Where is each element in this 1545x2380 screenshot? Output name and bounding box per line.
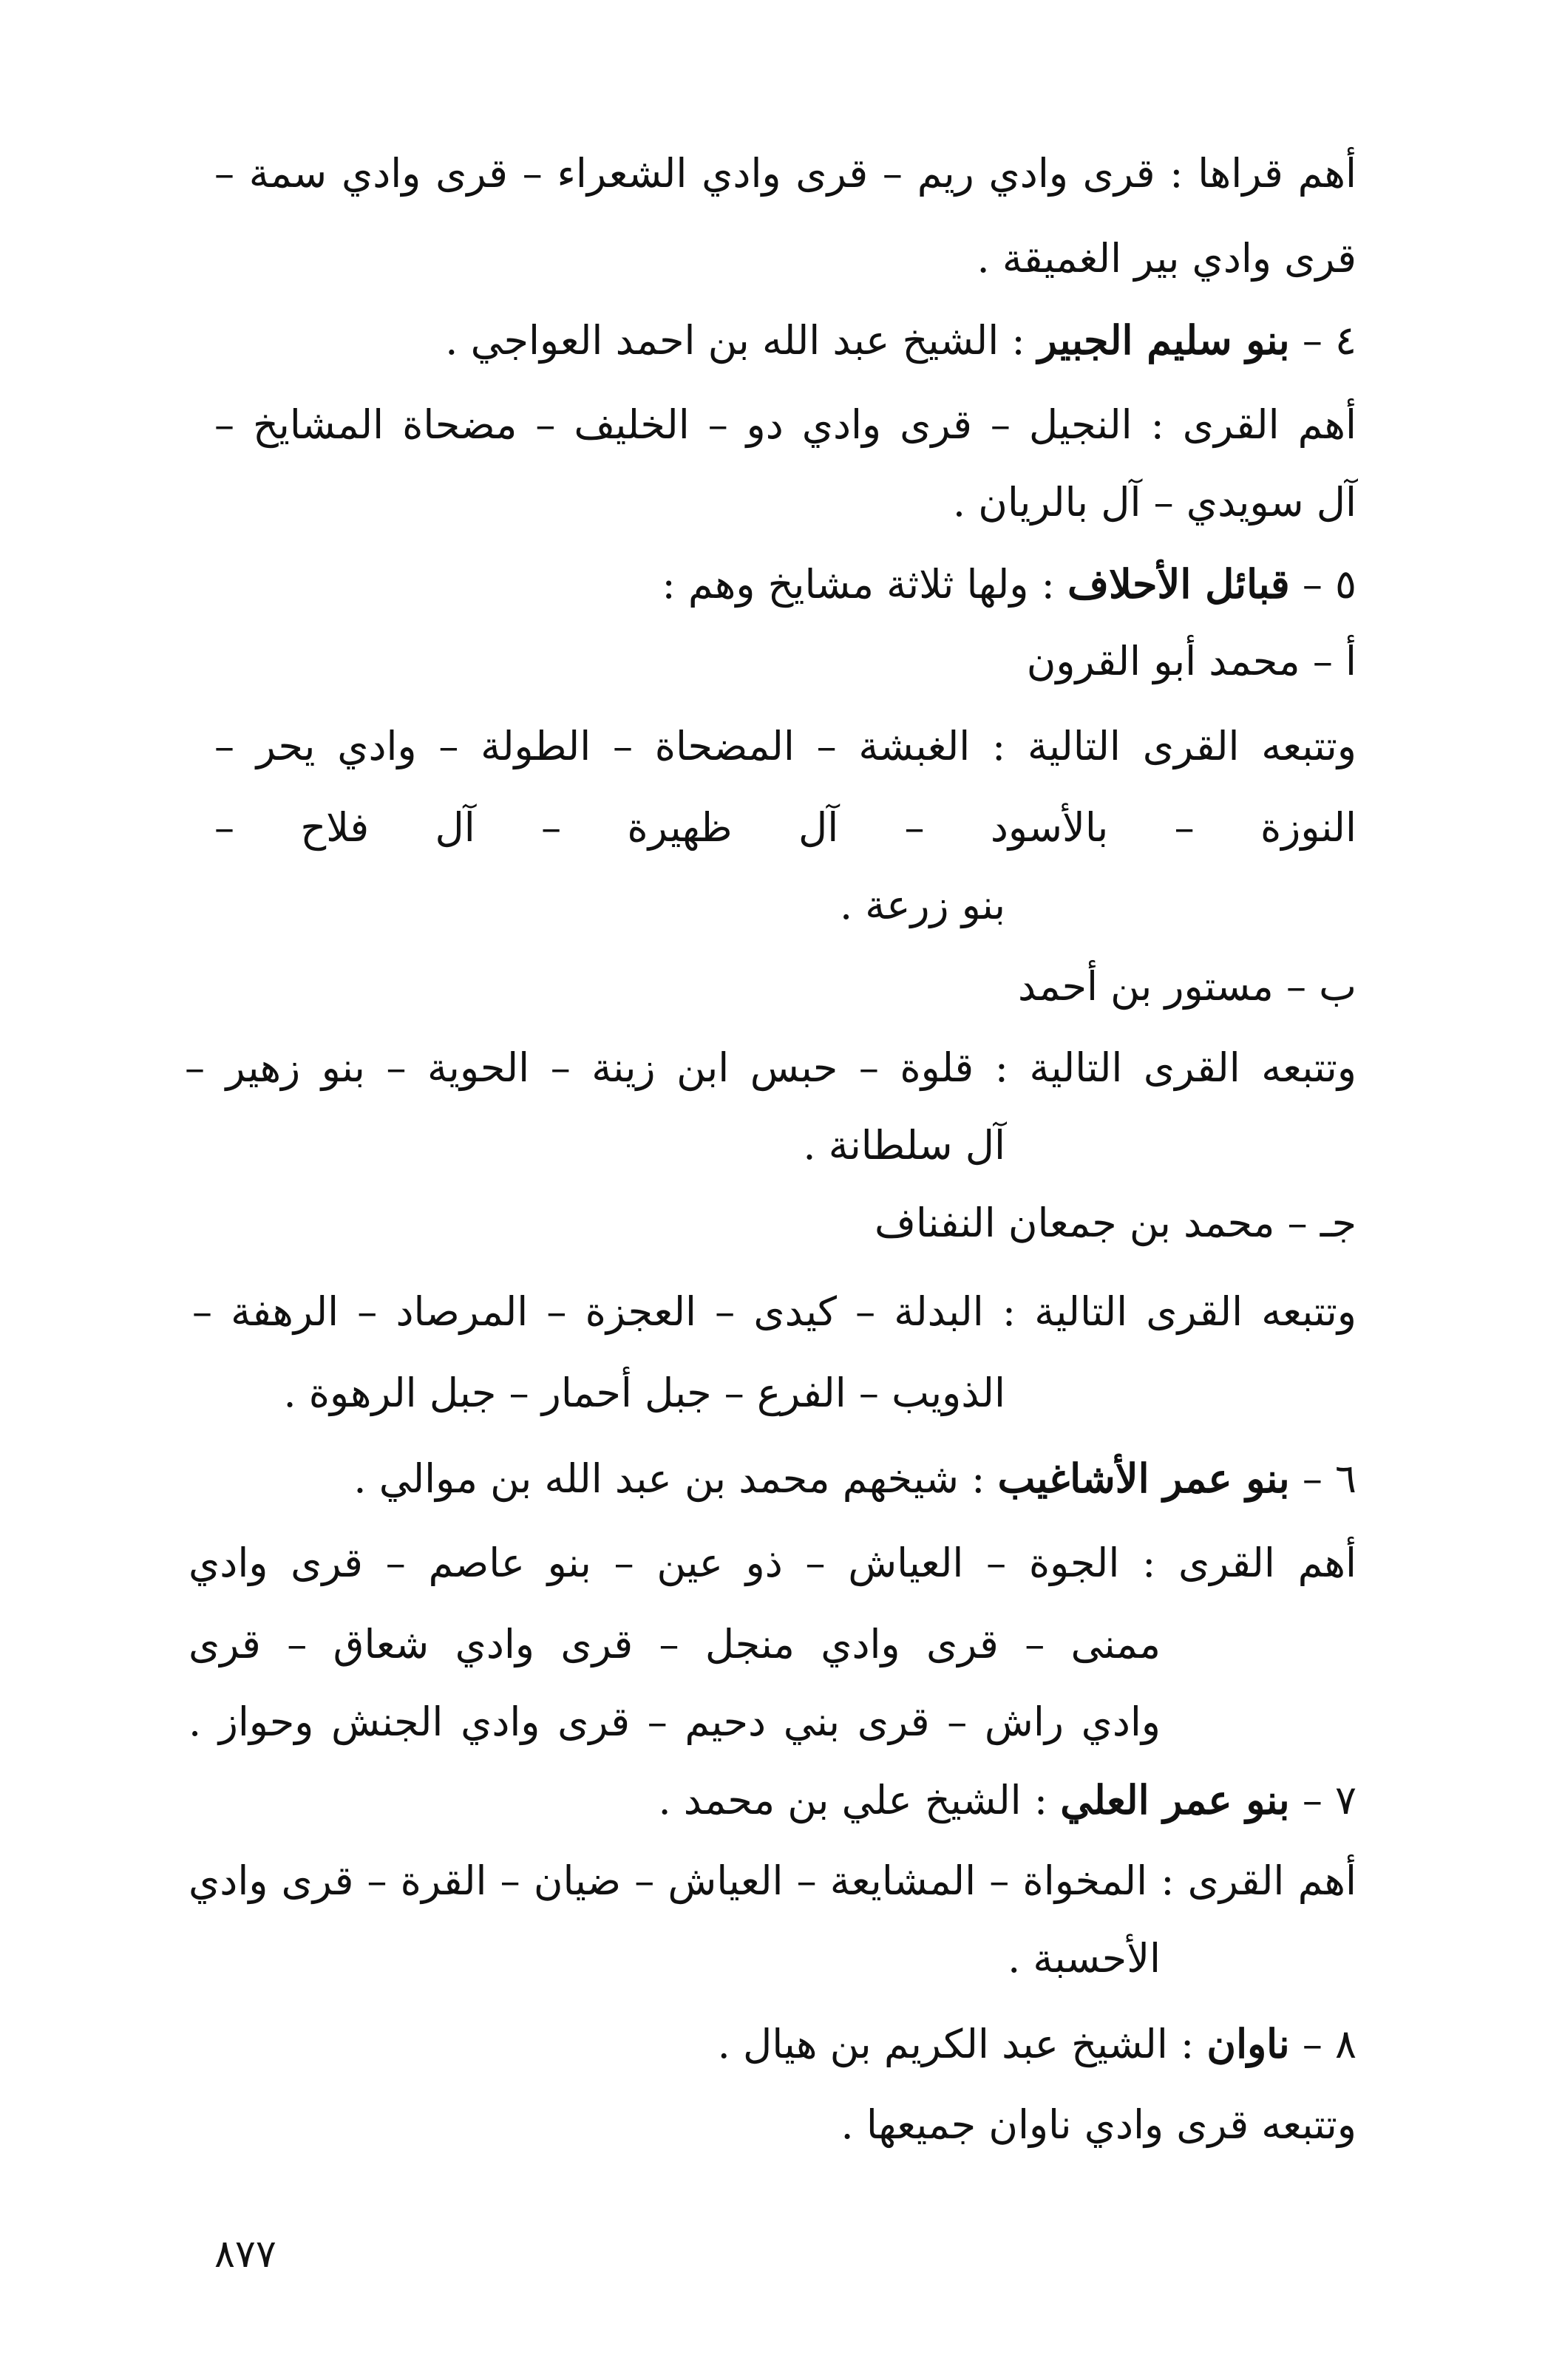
text-line: وتتبعه قرى وادي ناوان جميعها . (841, 2101, 1356, 2148)
text-line: وتتبعه القرى التالية : الغبشة – المضحاة – الطولة – وادي يحر – (214, 723, 1356, 769)
heading-number: ٨ – (1302, 2021, 1356, 2067)
heading-number: ٦ – (1302, 1455, 1356, 1502)
text-line: أهم القرى : النجيل – قرى وادي دو – الخليف – مضحاة المشايخ – (214, 401, 1356, 448)
text-line: جـ – محمد بن جمعان النفناف (874, 1200, 1356, 1246)
text-line: الذويب – الفرع – جبل أحمار – جبل الرهوة . (283, 1370, 1005, 1416)
text-line: آل سلطانة . (803, 1122, 1005, 1169)
text-line: بنو زرعة . (839, 882, 1005, 928)
text-line: أ – محمد أبو القرون (1026, 638, 1356, 684)
text-line: النوزة – بالأسود – آل ظهيرة – آل فلاح – (214, 804, 1356, 851)
heading-name: بنو عمر الأشاغيب (997, 1455, 1290, 1502)
text-line: وتتبعه القرى التالية : البدلة – كيدى – العجزة – المرصاد – الرهفة – (192, 1288, 1356, 1335)
section-heading (658, 1770, 1356, 1830)
heading-name: قبائل الأحلاف (1067, 560, 1290, 608)
heading-text: : الشيخ عبد الله بن احمد العواجي . (445, 317, 1038, 364)
text-line: الأحسبة . (1008, 1935, 1161, 1982)
heading-number: ٧ – (1302, 1777, 1356, 1823)
section-heading (353, 1449, 1356, 1509)
heading-name: بنو سليم الجبير (1037, 316, 1290, 364)
heading-name: ناوان (1206, 2020, 1290, 2067)
text-line: أهم القرى : المخواة – المشايعة – العياش – ضيان – القرة – قرى وادي (189, 1857, 1356, 1904)
page-number: ٨٧٧ (214, 2232, 276, 2277)
text-line: قرى وادي بير الغميقة . (977, 235, 1356, 282)
heading-number: ٥ – (1302, 561, 1356, 608)
heading-text: : ولها ثلاثة مشايخ وهم : (662, 561, 1067, 608)
heading-number: ٤ – (1302, 317, 1356, 364)
text-line: ممنى – قرى وادي منجل – قرى وادي شعاق – قرى (189, 1621, 1161, 1667)
heading-text: : شيخهم محمد بن عبد الله بن موالي . (353, 1455, 998, 1502)
text-line: ب – مستور بن أحمد (1018, 963, 1356, 1010)
text-line: أهم القرى : الجوة – العياش – ذو عين – بنو عاصم – قرى وادي (189, 1540, 1356, 1586)
text-line: وادي راش – قرى بني دحيم – قرى وادي الجنش وحواز . (189, 1699, 1161, 1745)
text-line: أهم قراها : قرى وادي ريم – قرى وادي الشعراء – قرى وادي سمة – (214, 150, 1356, 197)
heading-name: بنو عمر العلي (1060, 1776, 1290, 1823)
text-line: وتتبعه القرى التالية : قلوة – حبس ابن زينة – الحوية – بنو زهير – (185, 1044, 1356, 1091)
section-heading (718, 2014, 1356, 2074)
section-heading (662, 554, 1356, 614)
heading-text: : الشيخ عبد الكريم بن هيال . (717, 2021, 1207, 2067)
heading-text: : الشيخ علي بن محمد . (658, 1777, 1061, 1823)
text-line: آل سويدي – آل بالريان . (952, 479, 1356, 526)
section-heading (445, 310, 1356, 370)
